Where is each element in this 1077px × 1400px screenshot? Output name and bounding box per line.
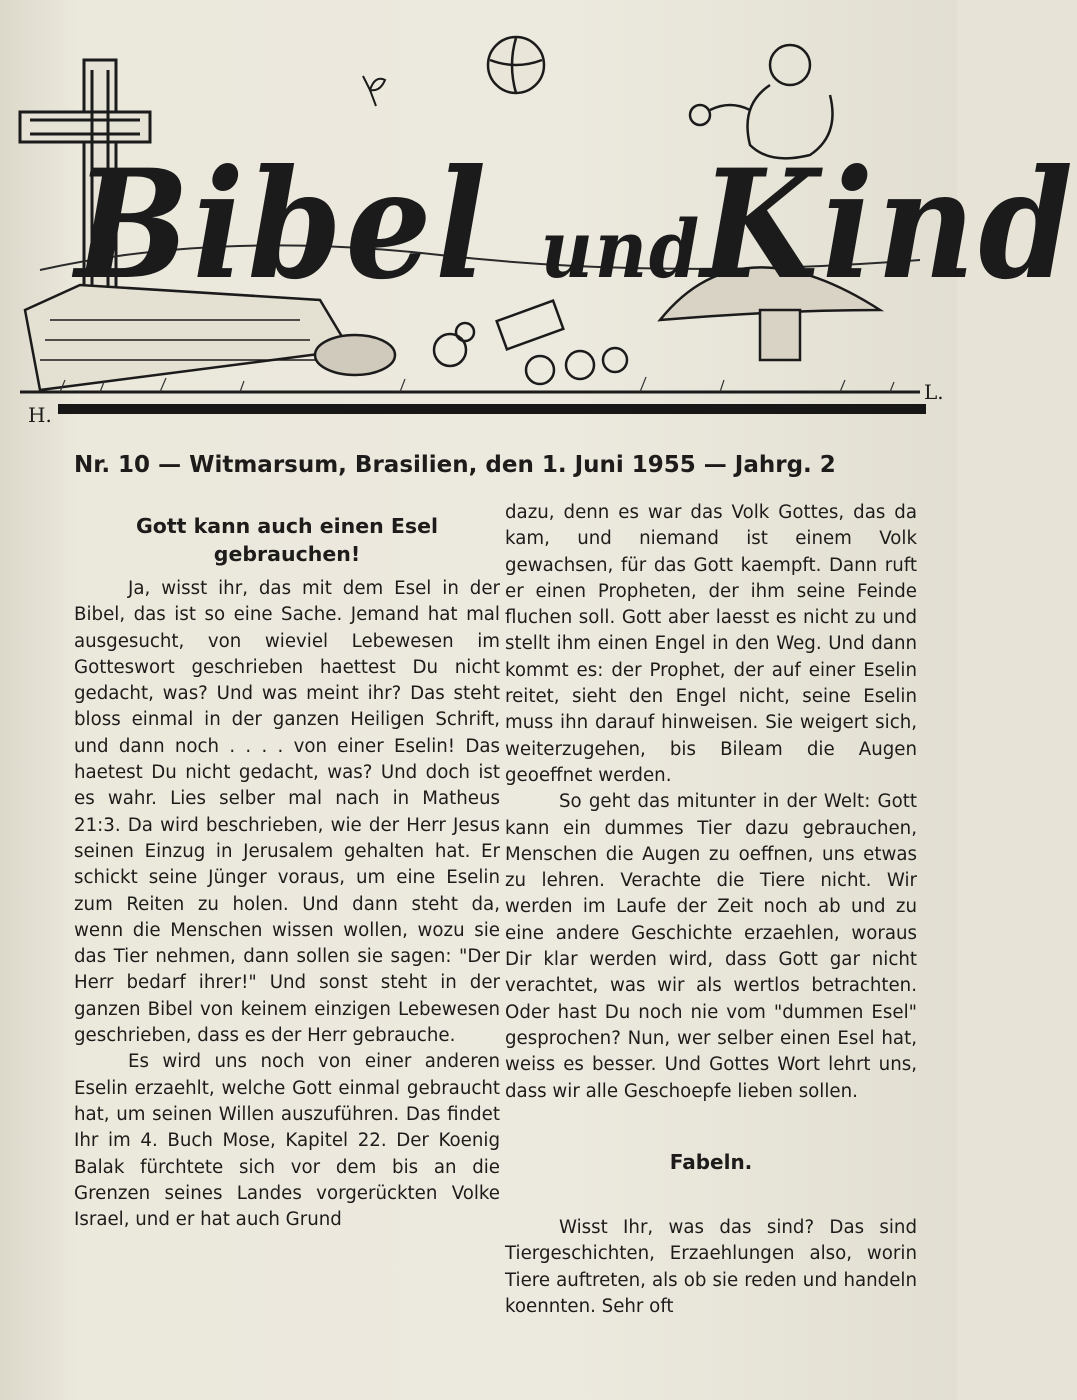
title-word-kind: Kind bbox=[701, 137, 1077, 313]
butterfly-icon bbox=[363, 77, 385, 106]
article-paragraph-2-start: Es wird uns noch von einer anderen Eselin erzaehlt, welche Gott einmal gebraucht hat, um seinen Willen auszuführen. Das findet Ihr im 4. Buch Mose, Kapitel 22. Der Koenig Balak fürchtete sich vor dem bis an die Grenzen seines Landes vorgerückten Volke Israel, und er hat auch Grund bbox=[74, 1051, 500, 1231]
article-paragraph-3: So geht das mitunter in der Welt: Gott kann ein dummes Tier dazu gebrauchen, Menschen die Augen zu oeffnen, uns etwas zu lehren. Verachte die Tiere nicht. Wir werden im Laufe der Zeit noch ab und zu eine andere Geschichte erzaehlen, woraus Dir klar werden wird, dass Gott gar nicht verachtet, was wir als wertlos betrachten. Oder hast Du noch nie vom "dummen Esel" gesprochen? Nun, wer selber einen Esel hat, weiss es besser. Und Gottes Wort lehrt uns, dass wir alle Geschoepfe lieben sollen. bbox=[505, 791, 917, 1102]
article-paragraph-1: Ja, wisst ihr, das mit dem Esel in der Bibel, das ist so eine Sache. Jemand hat mal ausgesucht, von wieviel Lebewesen im Gotteswort geschrieben haettest Du nicht gedacht, was? Und was meint ihr? Das steht bloss einmal in der ganzen Heiligen Schrift, und dann noch . . . . von einer Eselin! Das haetest Du nicht gedacht, was? Und doch ist es wahr. Lies selber mal nach in Matheus 21:3. Da wird beschrieben, wie der Herr Jesus seinen Einzug in Jerusalem gehalten hat. Er schickt seine Jünger voraus, um eine Eselin zum Reiten zu holen. Und dann steht da, wenn die Menschen wissen wollen, wozu sie das Tier nehmen, dann sollen sie sagen: "Der Herr bedarf ihrer!" Und sonst steht in der ganzen Bibel von keinem einzigen Lebewesen geschrieben, dass es der Herr gebrauche. bbox=[74, 578, 500, 1047]
article-heading: Gott kann auch einen Esel gebrauchen! bbox=[135, 514, 439, 566]
fabeln-paragraph-1: Wisst Ihr, was das sind? Das sind Tiergeschichten, Erzaehlungen also, worin Tiere auftreten, als ob sie reden und handeln koennten. Sehr oft bbox=[505, 1217, 917, 1318]
issue-line: Nr. 10 — Witmarsum, Brasilien, den 1. Juni 1955 — Jahrg. 2 bbox=[74, 452, 836, 478]
title-word-bibel: Bibel bbox=[75, 137, 490, 313]
right-column bbox=[505, 500, 917, 1320]
ball-icon bbox=[488, 37, 544, 93]
title-word-und: und bbox=[540, 202, 702, 296]
left-column bbox=[74, 512, 500, 1233]
artist-initial-left: H. bbox=[28, 403, 52, 427]
masthead-rule bbox=[58, 404, 926, 414]
article-paragraph-2-continued: dazu, denn es war das Volk Gottes, das da kam, und niemand ist einem Volk gewachsen, für das Gott kaempft. Dann ruft er einen Propheten, der ihm seine Feinde fluchen soll. Gott aber laesst es nicht zu und stellt ihm einen Engel in den Weg. Und dann kommt es: der Prophet, der auf einer Eselin reitet, sieht den Engel nicht, seine Eselin muss ihn darauf hinweisen. Sie weigert sich, weiterzugehen, bis Bileam die Augen geoeffnet werden. bbox=[505, 502, 917, 786]
masthead bbox=[20, 20, 1077, 420]
fabeln-heading: Fabeln. bbox=[669, 1149, 753, 1174]
masthead-title bbox=[75, 135, 1077, 315]
artist-initial-right: L. bbox=[924, 380, 944, 404]
